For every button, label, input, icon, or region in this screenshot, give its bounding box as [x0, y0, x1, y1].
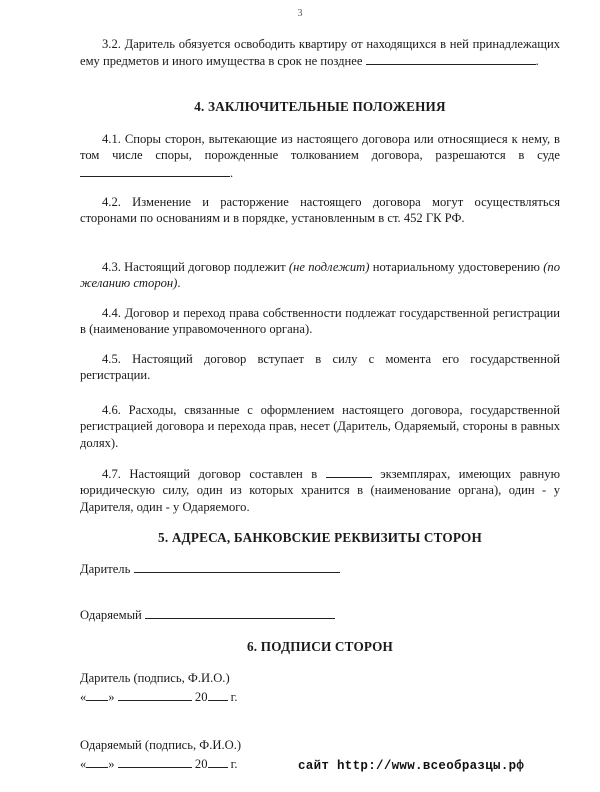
year-prefix: 20	[194, 757, 208, 771]
date-open-quote: «	[80, 757, 87, 771]
clause-4-1-tail: .	[230, 165, 234, 180]
clause-4-6: 4.6. Расходы, связанные с оформлением настоящего договора, государственной регистрацией договора и перехода прав, несет (Даритель, Одаряемый, стороны в равных долях).	[80, 403, 560, 450]
day-blank	[86, 755, 108, 768]
donor-requisites-blank	[134, 561, 340, 573]
clause-4-3-text-d: (по желанию сторон)	[80, 260, 561, 291]
day-blank	[86, 688, 108, 701]
clause-4-3	[80, 259, 560, 292]
clause-4-3-text-b: (не подлежит)	[288, 260, 370, 274]
deadline-blank	[366, 52, 536, 65]
section-5-title: 5. АДРЕСА, БАНКОВСКИЕ РЕКВИЗИТЫ СТОРОН	[158, 530, 482, 545]
donee-sign-date	[80, 755, 238, 772]
date-close-quote: »	[108, 690, 115, 704]
clause-4-3-text-e: .	[177, 276, 181, 291]
year-blank	[208, 688, 228, 701]
copies-blank	[326, 465, 372, 478]
clause-4-1-text: 4.1. Споры сторон, вытекающие из настоящего договора или относящиеся к нему, в том числе споры, порожденные толкованием договора, разрешаются в суде	[80, 132, 560, 163]
site-watermark: сайт http://www.всеобразцы.рф	[298, 759, 525, 773]
page-number: 3	[297, 8, 303, 19]
clause-4-3-text-a: 4.3. Настоящий договор подлежит	[102, 260, 286, 274]
clause-4-7-text-a: 4.7. Настоящий договор составлен в	[102, 467, 318, 481]
clause-4-4: 4.4. Договор и переход права собственности подлежат государственной регистрации в (наименование управомоченного органа).	[80, 306, 560, 337]
year-prefix: 20	[194, 690, 208, 704]
year-blank	[208, 755, 228, 768]
clause-3-2-tail: .	[535, 54, 539, 69]
court-blank	[80, 164, 230, 177]
donor-sign-label: Даритель (подпись, Ф.И.О.)	[80, 671, 230, 685]
year-suffix: г.	[230, 757, 238, 771]
donor-requisites-row	[80, 561, 340, 577]
donee-requisites-row	[80, 607, 335, 623]
date-close-quote: »	[108, 757, 115, 771]
clause-4-3-text-c: нотариальному удостоверению	[372, 260, 540, 274]
section-6-title: 6. ПОДПИСИ СТОРОН	[246, 639, 393, 654]
clause-4-7	[80, 465, 560, 515]
donor-label: Даритель	[80, 562, 131, 576]
donee-sign-label: Одаряемый (подпись, Ф.И.О.)	[80, 738, 242, 752]
year-suffix: г.	[230, 690, 238, 704]
clause-4-1	[80, 131, 560, 181]
clause-3-2	[80, 36, 560, 70]
clause-4-5: 4.5. Настоящий договор вступает в силу с момента его государственной регистрации.	[80, 352, 560, 383]
date-open-quote: «	[80, 690, 87, 704]
clause-4-2: 4.2. Изменение и расторжение настоящего договора могут осуществляться сторонами по основаниям и в порядке, установленным в ст. 452 ГК РФ.	[80, 195, 560, 226]
section-4-title: 4. ЗАКЛЮЧИТЕЛЬНЫЕ ПОЛОЖЕНИЯ	[194, 99, 446, 114]
donee-label: Одаряемый	[80, 608, 142, 622]
donee-requisites-blank	[145, 607, 335, 619]
clause-4-7-text-b: экземплярах, имеющих равную юридическую силу, один из которых хранится в (наименование органа), один - у Дарителя, один - у Одаряемого.	[80, 467, 560, 514]
clause-3-2-text: 3.2. Даритель обязуется освободить квартиру от находящихся в ней принадлежащих ему предметов и иного имущества в срок не позднее	[80, 37, 560, 69]
donor-sign-date	[80, 688, 238, 705]
month-blank	[118, 688, 192, 701]
month-blank	[118, 755, 192, 768]
